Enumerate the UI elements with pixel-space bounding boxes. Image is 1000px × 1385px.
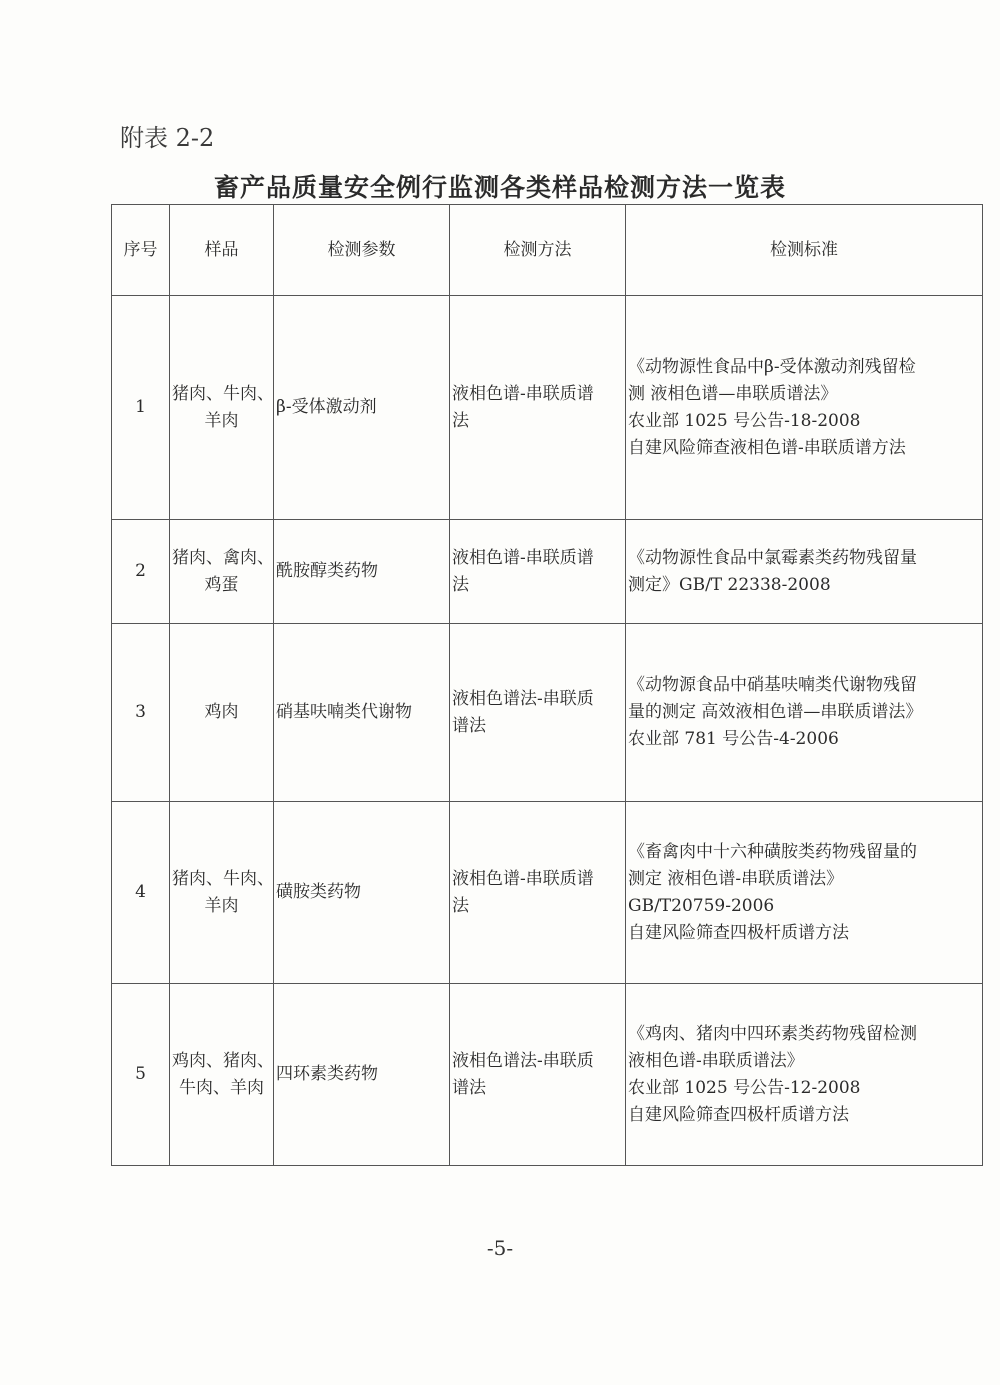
sample-cell: [170, 624, 274, 802]
sample-cell: [170, 802, 274, 984]
table-row: [112, 984, 983, 1166]
standard-line: 《鸡肉、猪肉中四环素类药物残留检测: [628, 1023, 917, 1044]
param-cell: 酰胺醇类药物: [274, 520, 450, 624]
method-line: 液相色谱法-串联质: [452, 688, 594, 709]
method-cell: [450, 520, 626, 624]
standard-cell: [626, 984, 983, 1166]
header-no: 序号: [112, 205, 170, 296]
row-number: 4: [112, 802, 170, 984]
standard-cell: [626, 624, 983, 802]
method-cell: [450, 624, 626, 802]
standard-line: 农业部 1025 号公告-18-2008: [628, 410, 861, 431]
header-method: 检测方法: [450, 205, 626, 296]
table-row: [112, 520, 983, 624]
standard-line: 农业部 1025 号公告-12-2008: [628, 1077, 861, 1098]
method-cell: [450, 296, 626, 520]
method-line: 法: [452, 895, 469, 916]
sample-cell: [170, 296, 274, 520]
standard-line: 《动物源食品中硝基呋喃类代谢物残留: [628, 675, 917, 695]
standard-line: 自建风险筛查液相色谱-串联质谱方法: [628, 437, 906, 458]
standard-line: 《动物源性食品中氯霉素类药物残留量: [628, 547, 917, 568]
standard-cell: [626, 520, 983, 624]
standard-line: 测定 液相色谱-串联质谱法》: [628, 868, 844, 889]
standard-line: 自建风险筛查四极杆质谱方法: [628, 1104, 849, 1125]
row-number: 1: [112, 296, 170, 520]
param-cell: 磺胺类药物: [274, 802, 450, 984]
param-cell: β-受体激动剂: [274, 296, 450, 520]
method-line: 液相色谱-串联质谱: [452, 868, 594, 889]
standard-cell: [626, 802, 983, 984]
table-row: [112, 624, 983, 802]
table-body: [112, 296, 983, 1166]
table-row: [112, 802, 983, 984]
standard-line: GB/T20759-2006: [628, 895, 775, 916]
row-number: 5: [112, 984, 170, 1166]
methods-table: [111, 204, 983, 1166]
method-line: 液相色谱-串联质谱: [452, 547, 594, 568]
sample-line: 牛肉、羊肉: [179, 1077, 264, 1098]
header-sample: 样品: [170, 205, 274, 296]
header-param: 检测参数: [274, 205, 450, 296]
sample-cell: [170, 520, 274, 624]
method-line: 液相色谱-串联质谱: [452, 383, 594, 404]
sample-line: 鸡肉: [204, 702, 239, 722]
param-cell: 硝基呋喃类代谢物: [274, 624, 450, 802]
method-line: 谱法: [452, 715, 486, 736]
document-title: 畜产品质量安全例行监测各类样品检测方法一览表: [213, 173, 786, 202]
header-standard: 检测标准: [626, 205, 983, 296]
standard-line: 《动物源性食品中β-受体激动剂残留检: [628, 356, 916, 377]
method-line: 法: [452, 574, 469, 595]
standard-line: 量的测定 高效液相色谱—串联质谱法》: [628, 702, 923, 722]
sample-line: 羊肉: [204, 410, 239, 431]
standard-line: 《畜禽肉中十六种磺胺类药物残留量的: [628, 841, 917, 862]
attachment-label: 附表 2-2: [120, 124, 215, 152]
method-line: 谱法: [452, 1077, 486, 1098]
standard-line: 测定》GB/T 22338-2008: [628, 574, 831, 595]
sample-cell: [170, 984, 274, 1166]
sample-line: 羊肉: [204, 895, 239, 916]
sample-line: 猪肉、禽肉、: [172, 547, 274, 568]
method-cell: [450, 984, 626, 1166]
standard-line: 自建风险筛查四极杆质谱方法: [628, 922, 849, 943]
standard-line: 农业部 781 号公告-4-2006: [628, 729, 839, 749]
method-line: 液相色谱法-串联质: [452, 1050, 594, 1071]
sample-line: 鸡肉、猪肉、: [172, 1050, 274, 1071]
table-header-row: [112, 205, 983, 296]
standard-cell: [626, 296, 983, 520]
method-line: 法: [452, 410, 469, 431]
sample-line: 鸡蛋: [204, 574, 239, 595]
param-cell: 四环素类药物: [274, 984, 450, 1166]
sample-line: 猪肉、牛肉、: [172, 868, 274, 889]
page-number: -5-: [486, 1236, 514, 1260]
method-cell: [450, 802, 626, 984]
sample-line: 猪肉、牛肉、: [172, 383, 274, 404]
standard-line: 测 液相色谱—串联质谱法》: [628, 383, 838, 404]
table-row: [112, 296, 983, 520]
row-number: 3: [112, 624, 170, 802]
row-number: 2: [112, 520, 170, 624]
standard-line: 液相色谱-串联质谱法》: [628, 1050, 804, 1071]
